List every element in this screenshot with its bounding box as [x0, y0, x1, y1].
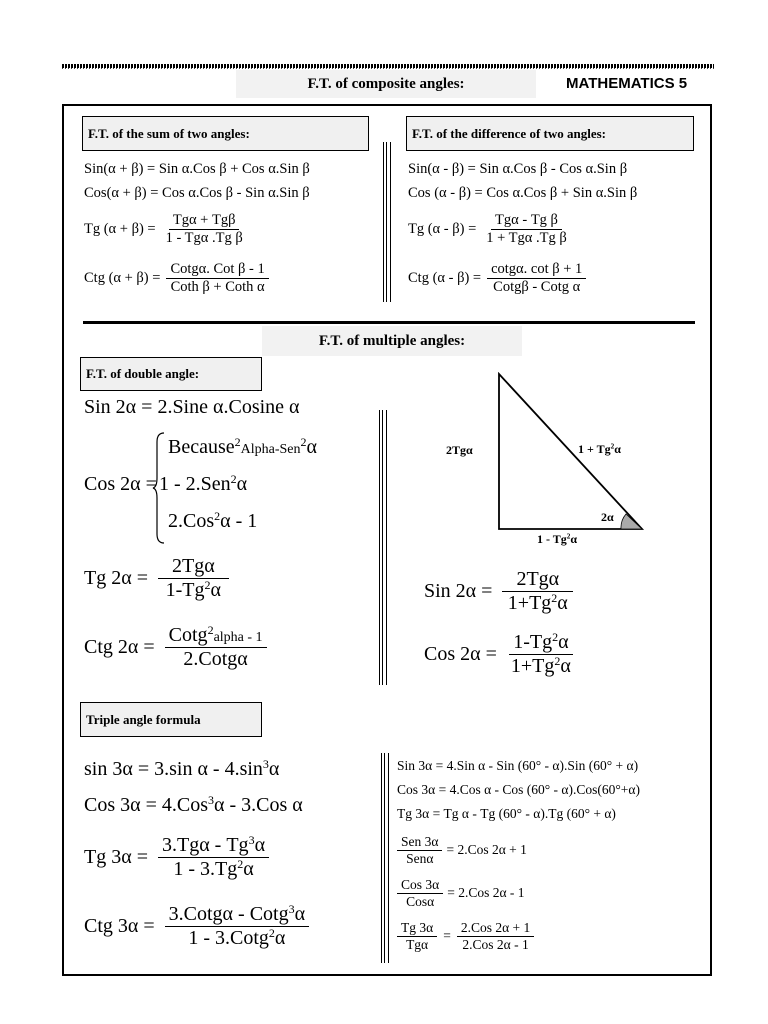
- double-ctg-fraction: [165, 624, 267, 671]
- double-tg-den-b: α: [210, 578, 222, 601]
- double-tg-num: 2Tgα: [158, 555, 229, 579]
- cos2-opt1-c: α: [306, 436, 318, 458]
- sup: 3: [248, 832, 255, 847]
- triple-sin-a: sin 3α = 3.sin α - 4.sin: [84, 758, 263, 780]
- sum-ctg-lhs: Ctg (α + β) =: [84, 269, 161, 286]
- cos2-opt3-b: α - 1: [220, 510, 258, 532]
- cos2-tan-num: [509, 631, 572, 655]
- triple-cos-b: α - 3.Cos α: [214, 794, 303, 816]
- r-ratio-tg-rden: 2.Cos 2α - 1: [462, 936, 529, 952]
- cos2-tan-lhs: Cos 2α =: [424, 642, 497, 665]
- tri-hyp-a: 1 + Tg: [578, 442, 611, 456]
- sup: 2: [237, 856, 244, 871]
- cos2-opt2-b: α: [236, 473, 248, 495]
- r-sin3-formula: Sin 3α = 4.Sin α - Sin (60° - α).Sin (60° + α): [397, 758, 639, 773]
- tri-bottom-a: 1 - Tg: [537, 532, 567, 546]
- multiple-angles-title: F.T. of multiple angles:: [262, 326, 522, 356]
- cos2-tan-num-b: α: [558, 630, 569, 653]
- sup: 2: [268, 925, 275, 940]
- cos2-tan-den-b: α: [560, 654, 571, 677]
- cos2-opt1-b: Alpha-Sen: [240, 442, 301, 457]
- triple-ctg-num: [165, 903, 309, 927]
- double-tg-den: [162, 579, 225, 602]
- sin2-tan-formula: [424, 561, 573, 621]
- double-tg-den-a: 1-Tg: [165, 578, 205, 601]
- double-ctg-num-b: alpha - 1: [213, 629, 263, 645]
- cos2-tan-den: [507, 655, 575, 678]
- r-ratio-sin-frac: [397, 834, 442, 867]
- triple-tg-num-a: 3.Tgα - Tg: [161, 833, 249, 856]
- middle-column-divider: [379, 410, 387, 685]
- header-dotted-rule-2: [62, 68, 714, 69]
- double-ctg-num-a: Cotg: [168, 623, 208, 646]
- sin2-tan-den-b: α: [557, 591, 568, 614]
- sup: 3: [208, 792, 215, 807]
- sup: 2: [207, 622, 214, 637]
- cos2-opt1-a: Because: [168, 436, 235, 458]
- sum-section-title: F.T. of the sum of two angles:: [82, 116, 369, 151]
- triple-cos-a: Cos 3α = 4.Cos: [84, 794, 209, 816]
- r-tg3-formula: Tg 3α = Tg α - Tg (60° - α).Tg (60° + α): [397, 806, 616, 821]
- sum-ctg-num: Cotgα. Cot β - 1: [166, 261, 268, 279]
- triple-tg-lhs: Tg 3α =: [84, 845, 148, 868]
- diff-tg-fraction: [482, 212, 570, 247]
- double-sin-formula: Sin 2α = 2.Sine α.Cosine α: [84, 396, 300, 418]
- sin2-tan-den-a: 1+Tg: [507, 591, 552, 614]
- diff-ctg-den: Cotgβ - Cotg α: [493, 278, 581, 295]
- r-ratio-tg-rnum: 2.Cos 2α + 1: [457, 920, 534, 937]
- r-ratio-cos: [397, 873, 525, 913]
- diff-tg-den: 1 + Tgα .Tg β: [486, 229, 567, 246]
- r-ratio-sin-rhs: = 2.Cos 2α + 1: [446, 842, 527, 857]
- triangle-angle-label: 2α: [601, 510, 614, 524]
- diff-ctg-num: cotgα. cot β + 1: [487, 261, 586, 279]
- r-ratio-cos-den: Cosα: [406, 893, 435, 909]
- double-ctg-den: 2.Cotgα: [183, 647, 248, 670]
- right-triangle-diagram: [495, 372, 650, 534]
- sum-ctg-fraction: [166, 261, 268, 296]
- triple-ctg-num-a: 3.Cotgα - Cotg: [168, 902, 289, 925]
- subject-label: MATHEMATICS 5: [566, 75, 688, 92]
- r-ratio-tg-frac: [397, 920, 437, 953]
- cos2-tan-den-a: 1+Tg: [510, 654, 555, 677]
- sup: 2: [300, 434, 307, 449]
- triple-ctg-den-a: 1 - 3.Cotg: [188, 926, 269, 949]
- cos2-tan-num-a: 1-Tg: [513, 630, 553, 653]
- top-column-divider: [383, 142, 391, 302]
- double-cos-lhs: Cos 2α =: [84, 473, 157, 495]
- sup: 2: [230, 471, 237, 486]
- triple-tg-den-a: 1 - 3.Tg: [173, 857, 238, 880]
- sin2-tan-fraction: [502, 568, 573, 615]
- r-ratio-tg-den: Tgα: [406, 936, 429, 952]
- r-ratio-sin-num: Sen 3α: [397, 834, 442, 851]
- sup: 2: [204, 577, 211, 592]
- triple-ctg-fraction: [165, 903, 309, 950]
- double-tg-lhs: Tg 2α =: [84, 566, 148, 589]
- double-ctg-lhs: Ctg 2α =: [84, 635, 155, 658]
- double-ctg-num: [165, 624, 267, 648]
- sin2-tan-num: 2Tgα: [502, 568, 573, 592]
- r-cos3-formula: Cos 3α = 4.Cos α - Cos (60° - α).Cos(60°+α): [397, 782, 640, 797]
- triple-sin-formula: [84, 758, 279, 781]
- triangle-hyp-label: [578, 442, 621, 457]
- diff-section-title: F.T. of the difference of two angles:: [406, 116, 694, 151]
- r-ratio-tg: [397, 916, 534, 956]
- sup: 2: [554, 653, 561, 668]
- sum-tg-fraction: [162, 212, 247, 247]
- cos2-opt2-a: 1 - 2.Sen: [159, 473, 231, 495]
- r-ratio-tg-rfrac: [457, 920, 534, 953]
- triple-angle-title: Triple angle formula: [80, 702, 262, 737]
- cos2-option-1: [168, 436, 317, 459]
- r-ratio-sin-den: Senα: [406, 850, 434, 866]
- sin2-tan-den: [504, 592, 572, 615]
- sum-ctg-formula: [84, 256, 269, 300]
- sup: 2: [214, 508, 221, 523]
- sup: 2: [551, 590, 558, 605]
- double-ctg-formula: [84, 617, 267, 677]
- sum-tg-num: Tgα + Tgβ: [169, 212, 240, 230]
- page-title: F.T. of composite angles:: [236, 70, 536, 98]
- sum-tg-lhs: Tg (α + β) =: [84, 220, 156, 237]
- sup: 2: [552, 629, 559, 644]
- triple-ctg-lhs: Ctg 3α =: [84, 914, 155, 937]
- diff-tg-num: Tgα - Tg β: [491, 212, 562, 230]
- sup: 2: [566, 532, 571, 541]
- sup: 2: [234, 434, 241, 449]
- bottom-column-divider: [381, 753, 389, 963]
- triple-tg-formula: [84, 826, 269, 888]
- sum-ctg-den: Coth β + Coth α: [170, 278, 265, 295]
- diff-cos-formula: Cos (α - β) = Cos α.Cos β + Sin α.Sin β: [408, 185, 638, 201]
- r-ratio-cos-frac: [397, 877, 443, 910]
- section-divider: [83, 321, 695, 324]
- sup: 2: [610, 442, 615, 451]
- sum-cos-formula: Cos(α + β) = Cos α.Cos β - Sin α.Sin β: [84, 185, 310, 201]
- sum-tg-formula: [84, 208, 247, 250]
- r-ratio-cos-rhs: = 2.Cos 2α - 1: [447, 885, 525, 900]
- triple-tg-num: [158, 834, 269, 858]
- cos2-option-3: [168, 510, 257, 533]
- sum-tg-den: 1 - Tgα .Tg β: [165, 229, 243, 246]
- diff-ctg-lhs: Ctg (α - β) =: [408, 269, 482, 286]
- sup: 3: [262, 756, 269, 771]
- triangle-left-label: 2Tgα: [446, 443, 473, 457]
- sup: 3: [288, 901, 295, 916]
- double-angle-title: F.T. of double angle:: [80, 357, 262, 391]
- diff-ctg-fraction: [487, 261, 586, 296]
- tri-bottom-b: α: [570, 532, 578, 546]
- triple-ctg-den: [184, 927, 289, 950]
- sum-sin-formula: Sin(α + β) = Sin α.Cos β + Cos α.Sin β: [84, 161, 310, 177]
- r-ratio-sin: [397, 830, 527, 870]
- triple-tg-den-b: α: [243, 857, 254, 880]
- triple-ctg-formula: [84, 895, 309, 957]
- cos2-option-2: [159, 473, 247, 496]
- cos2-tan-formula: [424, 624, 575, 684]
- r-ratio-tg-eq: =: [443, 928, 451, 943]
- diff-sin-formula: Sin(α - β) = Sin α.Cos β - Cos α.Sin β: [408, 161, 628, 177]
- r-ratio-cos-num: Cos 3α: [397, 877, 443, 894]
- cos2-tan-fraction: [507, 631, 575, 678]
- triangle-bottom-label: [537, 532, 577, 547]
- triple-ctg-den-b: α: [274, 926, 286, 949]
- sin2-tan-lhs: Sin 2α =: [424, 579, 493, 602]
- triple-cos-formula: [84, 794, 303, 817]
- double-tg-formula: [84, 548, 229, 608]
- triple-tg-den: [169, 858, 257, 881]
- triple-tg-num-b: α: [254, 833, 266, 856]
- diff-ctg-formula: [408, 256, 586, 300]
- double-tg-fraction: [158, 555, 229, 602]
- triple-sin-b: α: [268, 758, 280, 780]
- diff-tg-lhs: Tg (α - β) =: [408, 220, 477, 237]
- r-ratio-tg-num: Tg 3α: [397, 920, 437, 937]
- triple-ctg-num-b: α: [294, 902, 306, 925]
- triple-tg-fraction: [158, 834, 269, 881]
- cos2-opt3-a: 2.Cos: [168, 510, 215, 532]
- diff-tg-formula: [408, 208, 571, 250]
- tri-hyp-b: α: [614, 442, 621, 456]
